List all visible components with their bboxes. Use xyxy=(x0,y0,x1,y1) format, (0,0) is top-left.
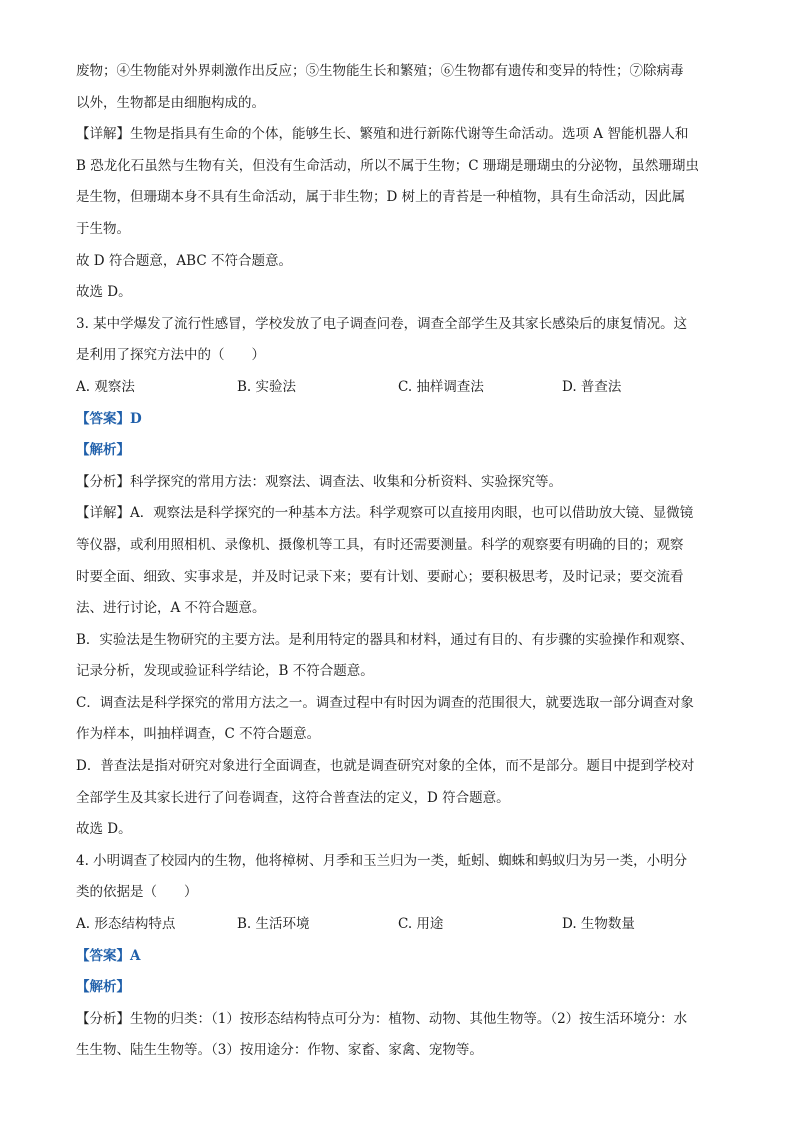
text-line: C．调查法是科学探究的常用方法之一。调查过程中有时因为调查的范围很大，就要选取一部分调查对象 xyxy=(76,694,694,711)
text-line: 时要全面、细致、实事求是，并及时记录下来；要有计划、要耐心；要积极思考，及时记录；要交流看 xyxy=(76,568,684,585)
question-3-stem: 3. 某中学爆发了流行性感冒，学校发放了电子调查问卷，调查全部学生及其家长感染后的康复情况。这 xyxy=(76,315,688,332)
option-d: D. 普查法 xyxy=(562,378,622,395)
text-line: 【分析】生物的归类：（1）按形态结构特点可分为：植物、动物、其他生物等。（2）按生活环境分：水 xyxy=(76,1010,688,1027)
analysis-heading: 【解析】 xyxy=(76,979,130,996)
question-4-stem: 4. 小明调查了校园内的生物，他将樟树、月季和玉兰归为一类，蚯蚓、蜘蛛和蚂蚁归为另一类，小明分 xyxy=(76,852,688,869)
answer-label: 【答案】D xyxy=(76,410,142,427)
answer-label: 【答案】A xyxy=(76,947,141,964)
text-line: 【详解】生物是指具有生命的个体，能够生长、繁殖和进行新陈代谢等生命活动。选项 A 智能机器人和 xyxy=(76,126,689,143)
text-line: 于生物。 xyxy=(76,220,130,237)
option-c: C. 用途 xyxy=(398,916,444,933)
option-a: A. 观察法 xyxy=(76,378,135,395)
question-4-stem: 类的依据是（ ） xyxy=(76,884,198,901)
text-line: B．实验法是生物研究的主要方法。是利用特定的器具和材料，通过有目的、有步骤的实验操作和观察、 xyxy=(76,631,694,648)
text-line: 故 D 符合题意，ABC 不符合题意。 xyxy=(76,252,292,269)
text-line: 以外，生物都是由细胞构成的。 xyxy=(76,94,265,111)
option-c: C. 抽样调查法 xyxy=(398,378,484,395)
text-line: 【分析】科学探究的常用方法：观察法、调查法、收集和分析资料、实验探究等。 xyxy=(76,473,562,490)
text-line: 故选 D。 xyxy=(76,284,132,301)
document-page xyxy=(76,56,718,1067)
text-line: 作为样本，叫抽样调查，C 不符合题意。 xyxy=(76,726,321,743)
text-line: 生生物、陆生生物等。（3）按用途分：作物、家畜、家禽、宠物等。 xyxy=(76,1042,483,1059)
text-line: 全部学生及其家长进行了问卷调查，这符合普查法的定义，D 符合题意。 xyxy=(76,789,510,806)
text-line: B 恐龙化石虽然与生物有关，但没有生命活动，所以不属于生物；C 珊瑚是珊瑚虫的分泌物，虽然珊瑚虫 xyxy=(76,157,699,174)
text-line: 废物；④生物能对外界刺激作出反应；⑤生物能生长和繁殖；⑥生物都有遗传和变异的特性；⑦除病毒 xyxy=(76,63,684,79)
text-line: 记录分析，发现或验证科学结论，B 不符合题意。 xyxy=(76,663,374,680)
question-3-options xyxy=(76,372,718,404)
option-b: B. 实验法 xyxy=(237,378,297,395)
question-4-options xyxy=(76,909,718,941)
option-a: A. 形态结构特点 xyxy=(76,916,176,933)
text-line: D．普查法是指对研究对象进行全面调查，也就是调查研究对象的全体，而不是部分。题目中提到学校对 xyxy=(76,758,695,775)
analysis-heading: 【解析】 xyxy=(76,442,130,459)
text-line: 【详解】A．观察法是科学探究的一种基本方法。科学观察可以直接用肉眼，也可以借助放大镜、显微镜 xyxy=(76,505,694,522)
text-line: 故选 D。 xyxy=(76,821,132,838)
question-3-stem: 是利用了探究方法中的（ ） xyxy=(76,347,265,364)
option-d: D. 生物数量 xyxy=(562,916,635,933)
text-line: 是生物，但珊瑚本身不具有生命活动，属于非生物；D 树上的青苔是一种植物，具有生命活动，因此属 xyxy=(76,189,686,206)
text-line: 等仪器，或利用照相机、录像机、摄像机等工具，有时还需要测量。科学的观察要有明确的目的；观察 xyxy=(76,536,684,553)
text-line: 法、进行讨论，A 不符合题意。 xyxy=(76,600,266,617)
option-b: B. 生活环境 xyxy=(237,916,310,933)
